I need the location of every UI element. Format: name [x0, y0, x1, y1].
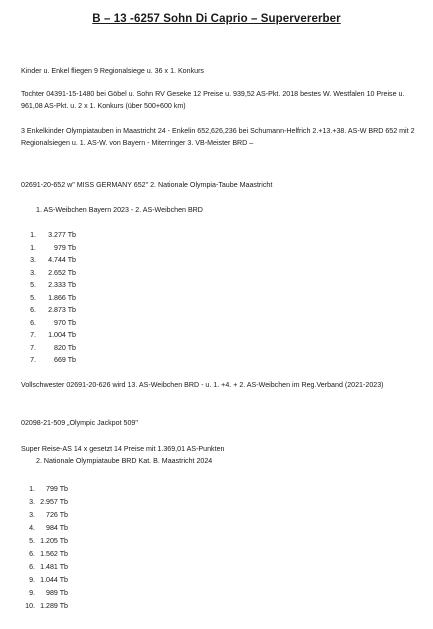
list-item: 7. 669 Tb — [30, 356, 76, 364]
list-item: 5. 2.333 Tb — [30, 281, 76, 289]
list-item: 3. 2.957 Tb — [29, 498, 68, 506]
paragraph-super-reise-as: Super Reise-AS 14 x gesetzt 14 Preise mit 1.369,01 AS-Punkten — [21, 445, 225, 453]
list-item: 6. 1.481 Tb — [29, 563, 68, 571]
list-item: 5. 1.205 Tb — [29, 537, 68, 545]
list-item: 6. 1.562 Tb — [29, 550, 68, 558]
paragraph-miss-germany: 02691-20-652 w" MISS GERMANY 652" 2. Nationale Olympia-Taube Maastricht — [21, 181, 273, 189]
list-item: 1. 979 Tb — [30, 243, 76, 252]
document-title: B – 13 -6257 Sohn Di Caprio – Supervererber — [92, 13, 341, 25]
list-item: 6. 2.873 Tb — [30, 306, 76, 314]
list-item: 7. 820 Tb — [30, 343, 76, 352]
list-item: 5. 1.866 Tb — [30, 293, 76, 302]
subheading-nationale-olympiataube: 2. Nationale Olympiataube BRD Kat. B. Maastricht 2024 — [36, 457, 213, 465]
paragraph-offspring-wins: Kinder u. Enkel fliegen 9 Regionalsiege u. 36 x 1. Konkurs — [21, 67, 204, 75]
list-item: 1. 799 Tb — [29, 485, 68, 493]
subheading-as-weibchen: 1. AS-Weibchen Bayern 2023 - 2. AS-Weibchen BRD — [36, 206, 203, 214]
list-item: 3. 726 Tb — [29, 511, 68, 519]
list-item: 6. 970 Tb — [30, 318, 76, 327]
list-item: 1. 3.277 Tb — [30, 231, 76, 239]
paragraph-grandchildren: 3 Enkelkinder Olympiatauben in Maastricht 24 - Enkelin 652,626,236 bei Schumann-Helfrich 2.+13.+38. AS-W BRD 652 mit 2 Regionalsiegen u. 1. AS-W. von Bayern - Miterringer 3. VB-Meister BRD – — [21, 127, 415, 147]
list-item: 3. 2.652 Tb — [30, 268, 76, 277]
list-item: 4. 984 Tb — [29, 524, 68, 532]
paragraph-daughter: Tochter 04391-15-1480 bei Göbel u. Sohn RV Geseke 12 Preise u. 939,52 AS-Pkt. 2018 bestes W. Westfalen 10 Preise u. 961,08 AS-Pkt. u. 2 x 1. Konkurs (über 500+600 km) — [21, 90, 405, 110]
list-item: 3. 4.744 Tb — [30, 256, 76, 264]
paragraph-olympic-jackpot: 02098-21-509 „Olympic Jackpot 509" — [21, 419, 138, 427]
list-item: 10. 1.289 Tb — [25, 602, 68, 610]
list-item: 7. 1.004 Tb — [30, 331, 76, 339]
list-item: 9. 1.044 Tb — [29, 576, 68, 584]
paragraph-full-sister: Vollschwester 02691-20-626 wird 13. AS-Weibchen BRD - u. 1. +4. + 2. AS-Weibchen im Reg.Verband (2021-2023) — [21, 381, 384, 389]
list-item: 9. 989 Tb — [29, 589, 68, 597]
